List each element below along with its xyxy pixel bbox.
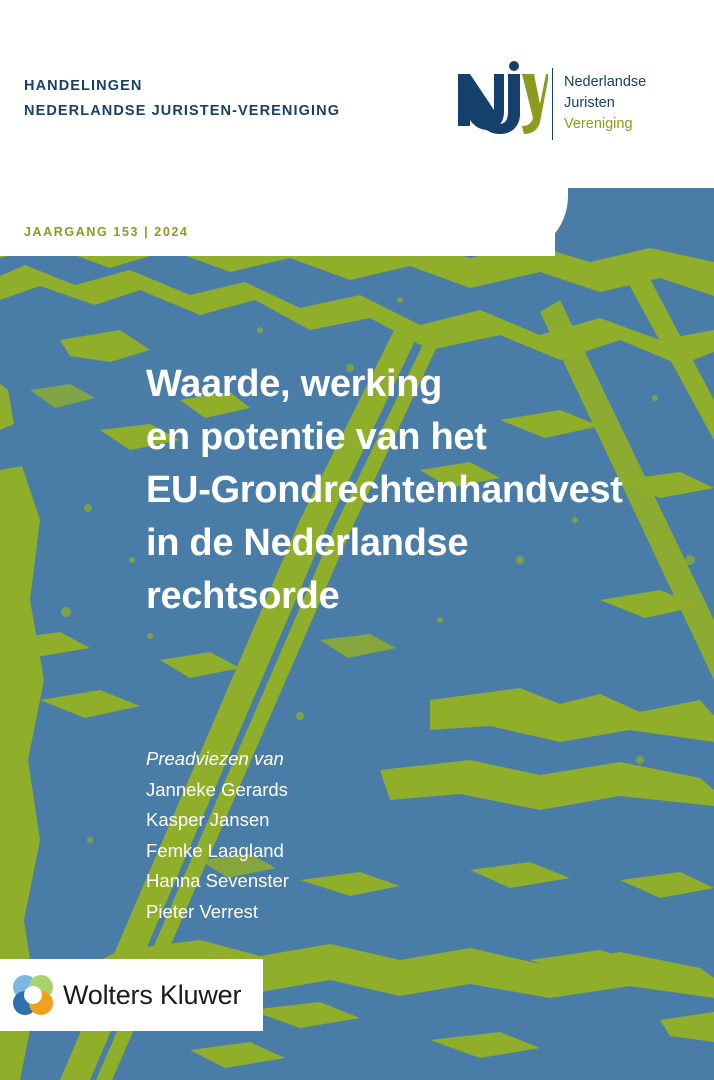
author-name: Femke Laagland [146, 839, 284, 861]
logo-divider [552, 68, 553, 140]
title-line-4: in de Nederlandse [146, 522, 469, 564]
wolters-kluwer-icon [11, 973, 55, 1017]
njv-word-line-1: Nederlandse [564, 74, 647, 90]
title-line-3: EU-Grondrechtenhandvest [146, 469, 623, 511]
publisher-logo [0, 959, 263, 1031]
njv-word-line-3: Vereniging [564, 116, 633, 132]
masthead [24, 74, 340, 124]
masthead-line-2: NEDERLANDSE JURISTEN-VERENIGING [24, 103, 341, 119]
book-title [146, 358, 691, 623]
author-name: Janneke Gerards [146, 778, 288, 800]
author-name: Pieter Verrest [146, 900, 259, 922]
volume-year: JAARGANG 153 | 2024 [24, 225, 189, 239]
njv-word-line-2: Juristen [564, 95, 615, 111]
njv-logo [452, 60, 652, 160]
njv-wordmark [564, 72, 646, 135]
title-line-2: en potentie van het [146, 416, 487, 458]
masthead-line-1: HANDELINGEN [24, 78, 143, 94]
authors-block [146, 744, 289, 927]
authors-label: Preadviezen van [146, 748, 284, 769]
title-line-1: Waarde, werking [146, 363, 443, 405]
author-name: Hanna Sevenster [146, 870, 289, 891]
title-line-5: rechtsorde [146, 575, 340, 617]
publisher-name: Wolters Kluwer [63, 979, 242, 1010]
njv-monogram-icon [452, 60, 548, 140]
author-name: Kasper Jansen [146, 809, 270, 830]
